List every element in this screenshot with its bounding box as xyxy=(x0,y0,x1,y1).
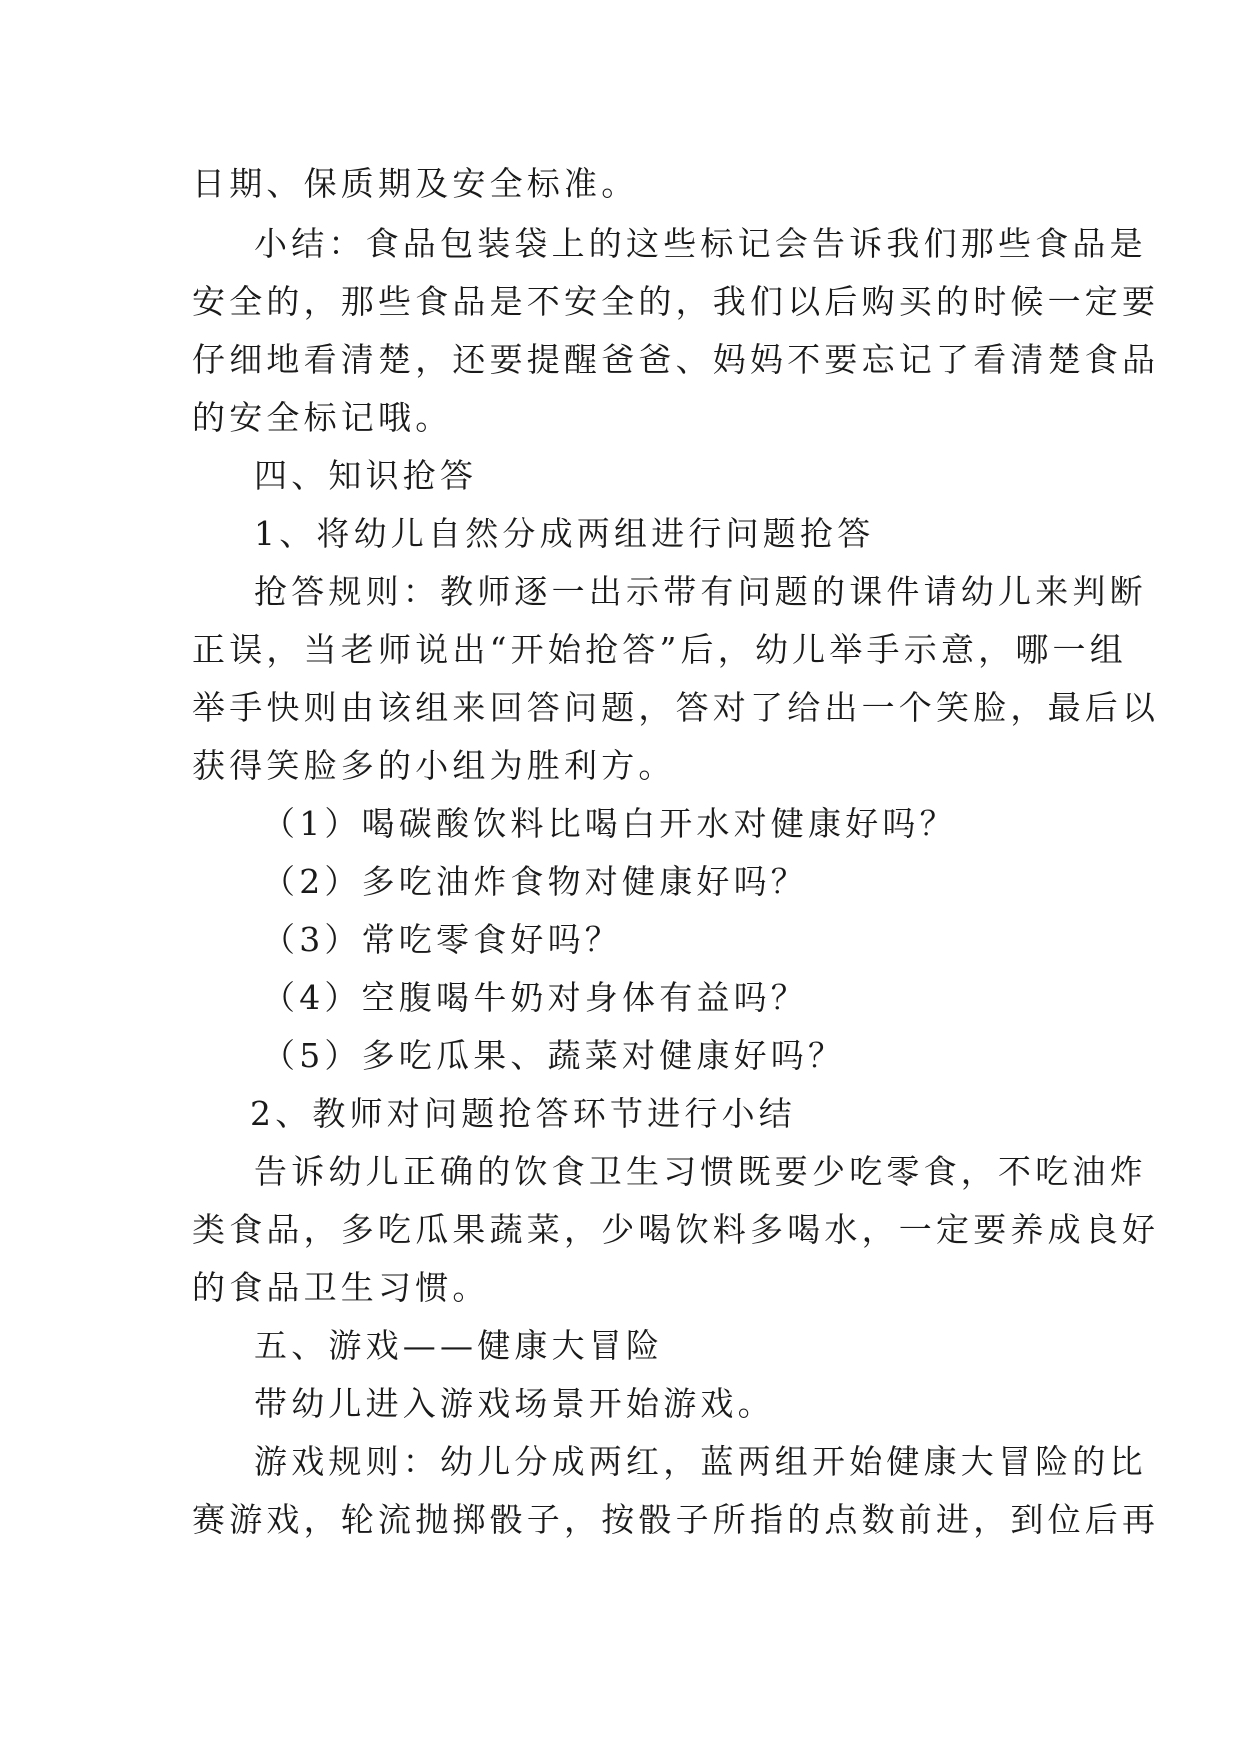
section-heading: 五、游戏——健康大冒险 xyxy=(254,1326,664,1365)
paragraph-line: 小结：食品包装袋上的这些标记会告诉我们那些食品是 xyxy=(254,224,1147,263)
paragraph-line: 仔细地看清楚，还要提醒爸爸、妈妈不要忘记了看清楚食品 xyxy=(192,340,1160,379)
paragraph-line: 赛游戏，轮流抛掷骰子，按骰子所指的点数前进，到位后再 xyxy=(192,1500,1160,1539)
paragraph-line: 举手快则由该组来回答问题，答对了给出一个笑脸，最后以 xyxy=(192,688,1160,727)
paragraph-line: 游戏规则：幼儿分成两红，蓝两组开始健康大冒险的比 xyxy=(254,1442,1147,1481)
question-item: （5）多吃瓜果、蔬菜对健康好吗？ xyxy=(262,1036,846,1075)
section-heading: 四、知识抢答 xyxy=(254,456,478,495)
question-item: （2）多吃油炸食物对健康好吗？ xyxy=(262,862,808,901)
paragraph-line: 正误，当老师说出“开始抢答”后，幼儿举手示意，哪一组 xyxy=(192,630,1127,669)
paragraph-line: 2、教师对问题抢答环节进行小结 xyxy=(250,1094,796,1133)
paragraph-line: 日期、保质期及安全标准。 xyxy=(192,164,639,203)
paragraph-line: 1、将幼儿自然分成两组进行问题抢答 xyxy=(254,514,875,553)
paragraph-line: 类食品，多吃瓜果蔬菜，少喝饮料多喝水，一定要养成良好 xyxy=(192,1210,1160,1249)
question-item: （4）空腹喝牛奶对身体有益吗？ xyxy=(262,978,808,1017)
question-item: （3）常吃零食好吗？ xyxy=(262,920,622,959)
paragraph-line: 的安全标记哦。 xyxy=(192,398,453,437)
paragraph-line: 告诉幼儿正确的饮食卫生习惯既要少吃零食，不吃油炸 xyxy=(254,1152,1147,1191)
paragraph-line: 安全的，那些食品是不安全的，我们以后购买的时候一定要 xyxy=(192,282,1160,321)
question-item: （1）喝碳酸饮料比喝白开水对健康好吗？ xyxy=(262,804,957,843)
paragraph-line: 抢答规则：教师逐一出示带有问题的课件请幼儿来判断 xyxy=(254,572,1147,611)
paragraph-line: 的食品卫生习惯。 xyxy=(192,1268,490,1307)
paragraph-line: 带幼儿进入游戏场景开始游戏。 xyxy=(254,1384,775,1423)
paragraph-line: 获得笑脸多的小组为胜利方。 xyxy=(192,746,676,785)
